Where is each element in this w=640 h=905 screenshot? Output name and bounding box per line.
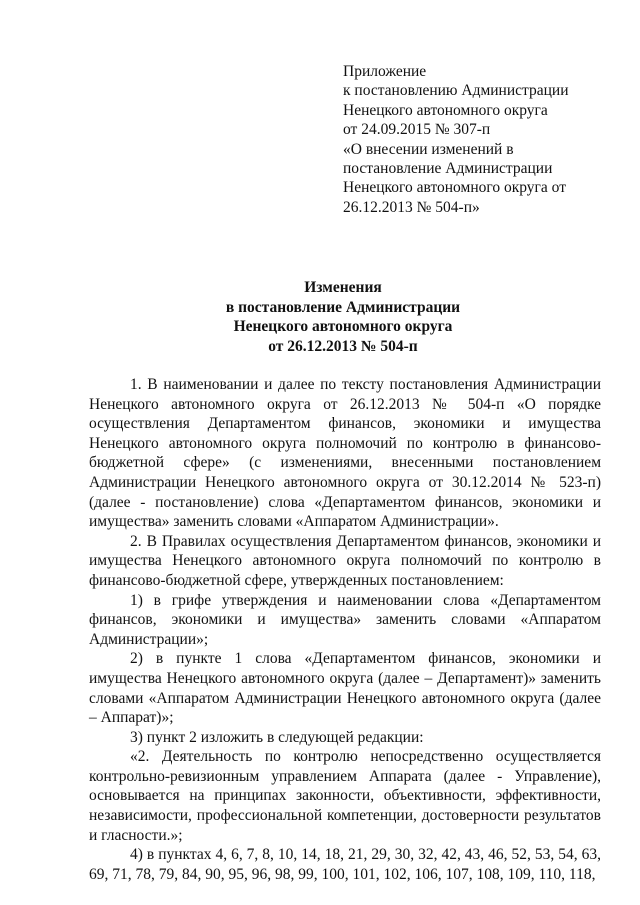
body-paragraph: 3) пункт 2 изложить в следующей редакции:: [130, 728, 424, 746]
document-body: [89, 375, 601, 884]
title-line: от 26.12.2013 № 504-п: [268, 337, 418, 355]
body-paragraph: 2. В Правилах осуществления Департаментом финансов, экономики и имущества Ненецкого автономного округа полномочий по контролю в финансово-бюджетной сфере, утвержденных постановлением:: [89, 532, 601, 589]
appendix-line: Приложение: [343, 63, 427, 80]
body-paragraph: «2. Деятельность по контролю непосредственно осуществляется контрольно-ревизионным управлением Аппарата (далее - Управление), основывается на принципах законности, объективности, эффективности, независимости, профессиональной компетенции, достоверности результатов и гласности.»;: [89, 748, 601, 844]
body-paragraph: 1) в грифе утверждения и наименовании слова «Департаментом финансов, экономики и имущества» заменить словами «Аппаратом Администрации»;: [89, 591, 601, 648]
title-line: в постановление Администрации: [225, 298, 461, 316]
document-title: [0, 278, 640, 356]
body-paragraph: 1. В наименовании и далее по тексту постановления Администрации Ненецкого автономного округа от 26.12.2013 № 504-п «О порядке осуществления Департаментом финансов, экономики и имущества Ненецкого автономного округа полномочий по контролю в финансово-бюджетной сфере» (с изменениями, внесенными постановлением Администрации Ненецкого автономного округа от 30.12.2014 № 523-п) (далее - постановление) слова «Департаментом финансов, экономики и имущества» заменить словами «Аппаратом Администрации».: [89, 376, 601, 531]
appendix-line: к постановлению Администрации: [343, 82, 569, 100]
appendix-line: «О внесении изменений в: [343, 140, 514, 158]
body-paragraph: 4) в пунктах 4, 6, 7, 8, 10, 14, 18, 21, 29, 30, 32, 42, 43, 46, 52, 53, 54, 63, 69, 71, 78, 79, 84, 90, 95, 96, 98, 99, 100, 101, 102, 106, 107, 108, 109, 110, 118,: [89, 846, 601, 883]
appendix-line: Ненецкого автономного округа от: [343, 179, 566, 197]
appendix-line: от 24.09.2015 № 307-п: [343, 121, 491, 139]
appendix-line: постановление Администрации: [343, 160, 553, 178]
title-line: Изменения: [304, 279, 382, 296]
title-line: Ненецкого автономного округа: [233, 318, 453, 335]
appendix-line: Ненецкого автономного округа: [343, 101, 548, 119]
appendix-line: 26.12.2013 № 504-п»: [343, 198, 480, 216]
body-paragraph: 2) в пункте 1 слова «Департаментом финансов, экономики и имущества Ненецкого автономного округа (далее – Департамент)» заменить словами «Аппаратом Администрации Ненецкого автономного округа (далее – Аппарат)»;: [89, 650, 601, 727]
appendix-header: [343, 62, 613, 217]
